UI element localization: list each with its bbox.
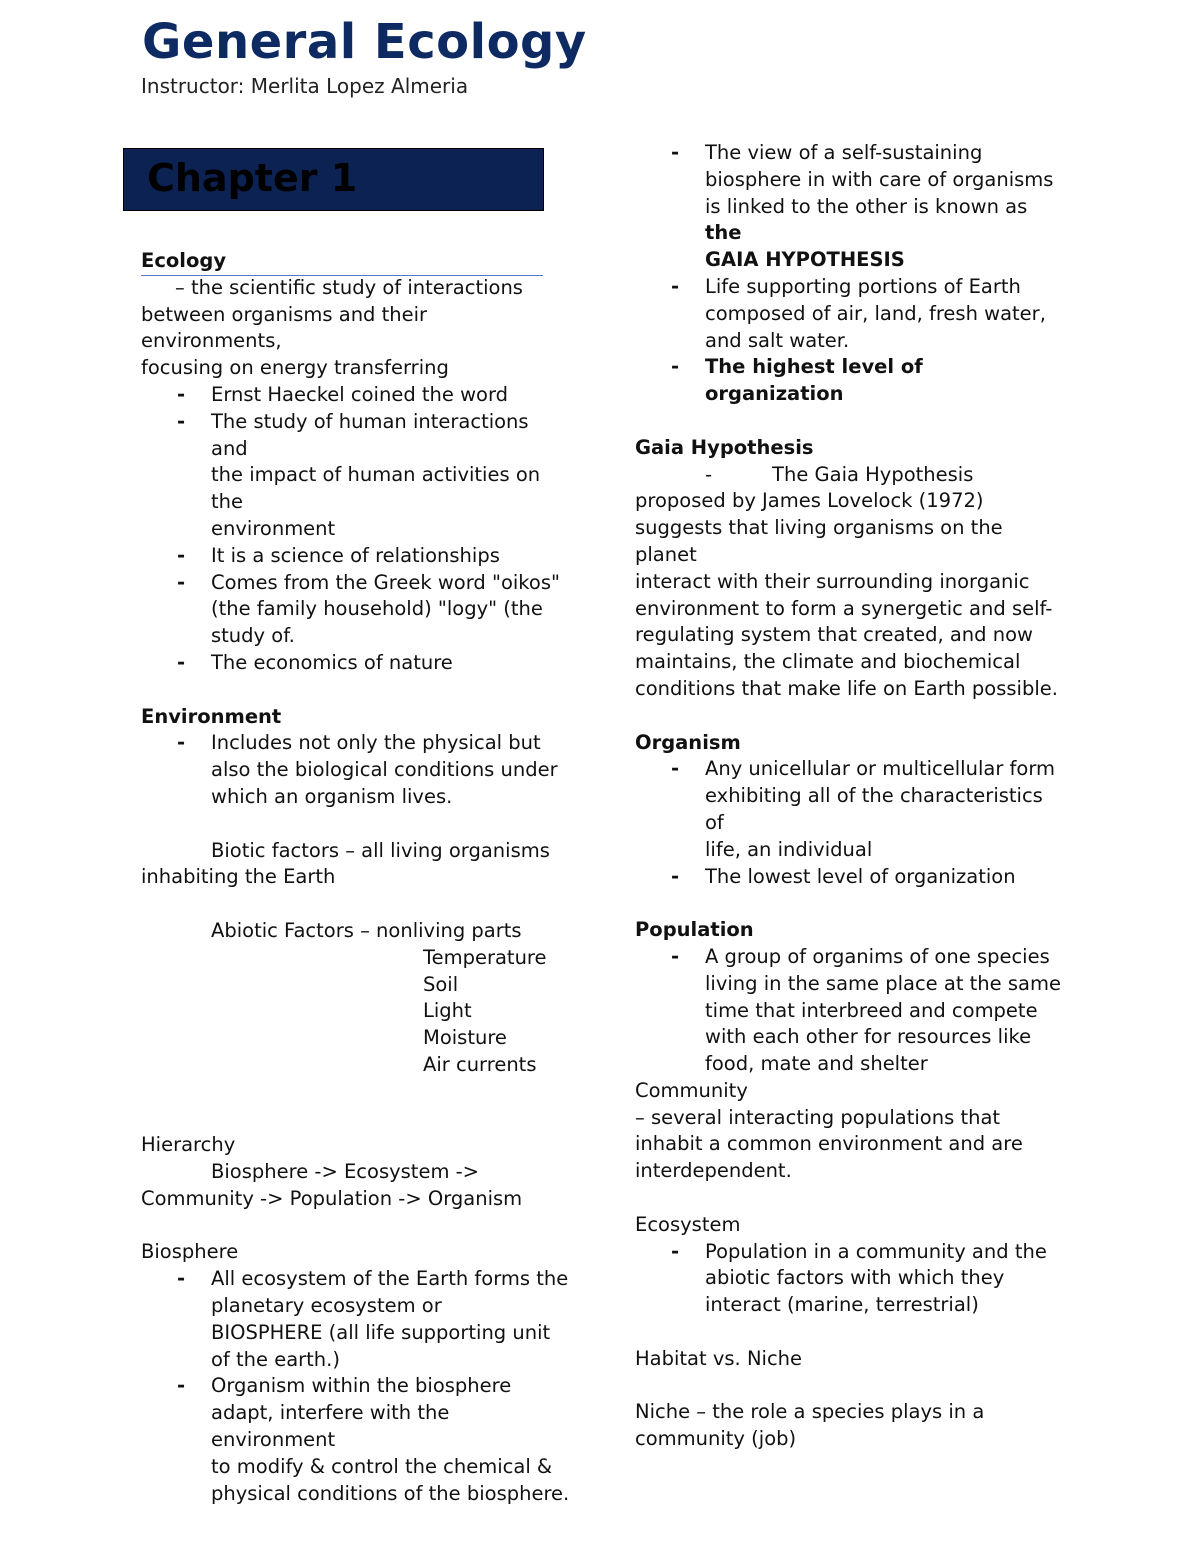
gaia-paragraph-line: interact with their surrounding inorganic [635,569,1030,593]
bullet-text-line: Organism within the biosphere [211,1374,512,1398]
bullet-item [141,730,571,810]
habitat-niche-heading: Habitat vs. Niche [635,1346,803,1370]
chapter-label: Chapter 1 [147,156,358,200]
bullet-dash: - [177,1267,186,1291]
ecology-definition-line: focusing on energy transferring [141,356,449,380]
bullet-dash: - [671,355,680,379]
biotic-factors-line: Biotic factors – all living organisms [211,838,550,862]
bullet-text-line: (the family household) "logy" (the [211,597,543,621]
organism-heading: Organism [635,730,741,754]
environment-bullet-list [141,730,571,810]
gaia-heading: Gaia Hypothesis [635,435,814,459]
bullet-item [635,944,1065,1078]
gaia-paragraph-line: maintains, the climate and biochemical [635,650,1021,674]
instructor-line: Instructor: Merlita Lopez Almeria [141,74,469,98]
ecology-underline [141,275,543,276]
bullet-text-line: exhibiting all of the characteristics of [705,784,1043,834]
bullet-text-line: Includes not only the physical but [211,731,541,755]
bullet-text-line: BIOSPHERE (all life supporting unit [211,1320,551,1344]
hierarchy-line: Community -> Population -> Organism [141,1186,523,1210]
right-column [635,140,1065,1453]
gaia-paragraph-line: proposed by James Lovelock (1972) [635,489,984,513]
bullet-dash: - [177,409,186,433]
gaia-paragraph-line: environment to form a synergetic and self- [635,596,1053,620]
bullet-text-line: to modify & control the chemical & [211,1454,553,1478]
bullet-dash: - [177,570,186,594]
bullet-dash: - [177,382,186,406]
gaia-paragraph-line: regulating system that created, and now [635,623,1033,647]
bullet-text-line: A group of organims of one species [705,944,1050,968]
biosphere-bullet-list [141,1266,571,1507]
abiotic-item: Temperature [423,945,547,969]
bullet-dash: - [177,543,186,567]
population-heading: Population [635,918,754,942]
bullet-text-line: physical conditions of the biosphere. [211,1481,570,1505]
left-column [141,248,571,1507]
abiotic-item: Air currents [423,1052,537,1076]
ecology-bullet-list [141,382,571,677]
abiotic-factors-line: Abiotic Factors – nonliving parts [211,918,522,942]
bullet-text-line: life, an individual [705,837,873,861]
bullet-text-line: It is a science of relationships [211,543,500,567]
bullet-text-line: living in the same place at the same [705,971,1061,995]
bullet-item: - Life supporting portions of Earth composed of air, land, fresh water, and salt water. [671,274,1046,352]
bullet-item [141,1373,571,1507]
bullet-item [141,650,571,677]
chapter-banner [123,148,544,211]
bullet-item [635,864,1065,891]
bullet-text-line: planetary ecosystem or [211,1294,442,1318]
gaia-paragraph-line: conditions that make life on Earth possible. [635,676,1058,700]
abiotic-item: Soil [423,972,459,996]
bullet-dash: - [177,1374,186,1398]
bullet-text-line: time that interbreed and compete [705,998,1038,1022]
bullet-dash: - [671,274,680,298]
community-line: – several interacting populations that [635,1105,1001,1129]
bullet-dash: - [671,864,680,888]
bullet-dash: - [671,1239,680,1263]
bullet-text-line: Any unicellular or multicellular form [705,757,1056,781]
bullet-text-line: with each other for resources like [705,1025,1032,1049]
bullet-text-line: adapt, interfere with the environment [211,1401,450,1452]
gaia-paragraph-line: - The Gaia Hypothesis [705,462,974,486]
biosphere-heading: Biosphere [141,1240,239,1264]
bullet-item [141,382,571,409]
environment-heading: Environment [141,704,282,728]
bullet-item [141,543,571,570]
ecology-definition-line: between organisms and their environments, [141,302,428,353]
bullet-text-line: study of. [211,624,295,648]
niche-line: Niche – the role a species plays in a [635,1400,985,1424]
bullet-text-line: environment [211,516,336,540]
community-line: interdependent. [635,1159,792,1183]
biotic-factors-line: inhabiting the Earth [141,865,336,889]
bullet-text-line: the impact of human activities on the [211,463,541,514]
bullet-text-line: Ernst Haeckel coined the word [211,382,509,406]
community-line: inhabit a common environment and are [635,1132,1023,1156]
organism-bullet-list [635,756,1065,890]
bullet-text-line: of the earth.) [211,1347,340,1371]
bullet-dash: - [671,141,680,164]
bullet-item: - The view of a self-sustaining biosphere in with care of organisms is linked to the other is known as the GAIA HYPOTHESIS [671,141,1054,272]
ecology-heading: Ecology [141,248,571,275]
bullet-text-line: Comes from the Greek word "oikos" [211,570,560,594]
ecosystem-bullet-list [635,1239,1065,1319]
gaia-paragraph-line: suggests that living organisms on the planet [635,516,1003,566]
bullet-dash: - [177,731,186,755]
document-title: General Ecology [142,14,587,70]
bullet-item [141,570,571,650]
population-bullet-list [635,944,1065,1078]
ecology-definition-line: – the scientific study of interactions [175,275,523,299]
bullet-text-line: abiotic factors with which they [705,1266,1005,1290]
bullet-text-line: food, mate and shelter [705,1052,928,1076]
bullet-text-line: The study of human interactions and [211,409,529,460]
bullet-text-line: The economics of nature [211,650,453,674]
bullet-item [141,409,571,543]
community-heading: Community [635,1078,748,1102]
bullet-dash: - [671,944,680,968]
abiotic-item: Moisture [423,1026,507,1050]
bullet-text-line: interact (marine, terrestrial) [705,1293,979,1317]
hierarchy-line: Biosphere -> Ecosystem -> [211,1160,480,1184]
bullet-text-line: All ecosystem of the Earth forms the [211,1267,569,1291]
bullet-text-line: The lowest level of organization [705,864,1016,888]
bullet-text-line: also the biological conditions under [211,758,558,782]
bullet-item: - The highest level of organization [671,355,923,406]
bullet-dash: - [177,650,186,674]
biosphere-continued-list [635,140,1065,408]
bullet-text-line: which an organism lives. [211,784,453,808]
bullet-item [635,1239,1065,1319]
bullet-item [635,756,1065,863]
bullet-item [141,1266,571,1373]
bullet-dash: - [671,757,680,781]
hierarchy-heading: Hierarchy [141,1133,236,1157]
bullet-text-line: Population in a community and the [705,1239,1047,1263]
abiotic-item: Light [423,999,472,1023]
niche-line: community (job) [635,1427,797,1451]
ecosystem-heading: Ecosystem [635,1212,741,1236]
